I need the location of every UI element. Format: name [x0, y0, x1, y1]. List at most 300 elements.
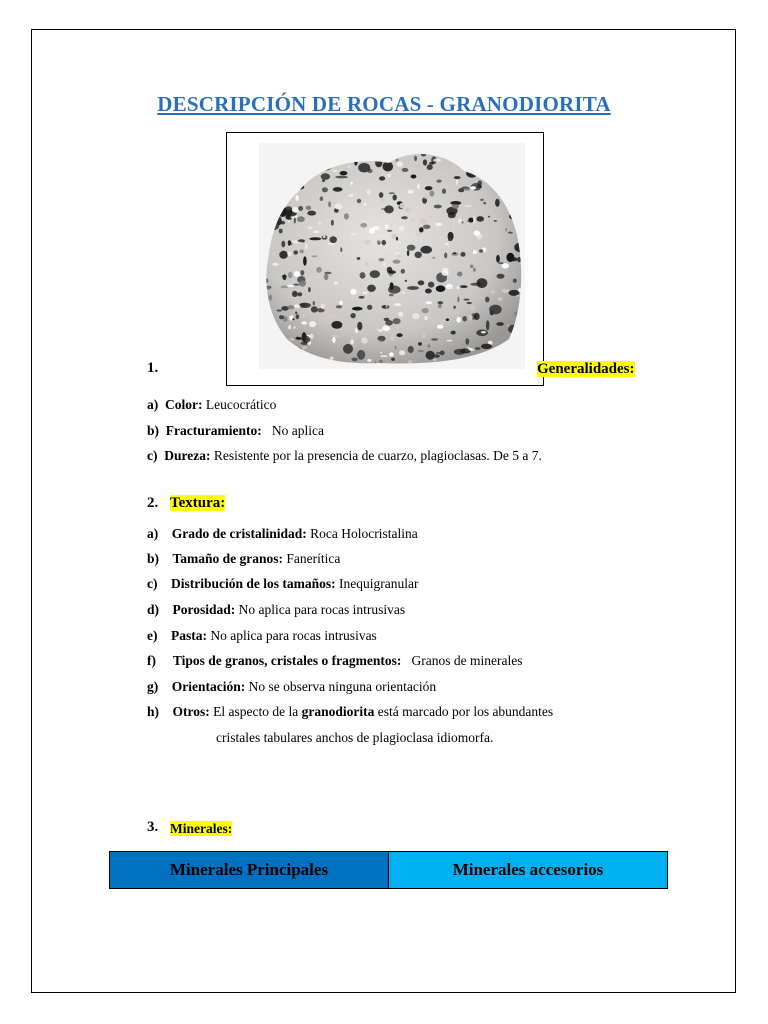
- rock-speckle: [297, 292, 302, 296]
- rock-speckle: [306, 206, 312, 210]
- rock-speckle: [382, 305, 390, 309]
- item-marker: b): [147, 551, 160, 566]
- rock-speckle: [429, 162, 434, 165]
- rock-speckle: [311, 306, 318, 312]
- rock-speckle: [399, 226, 404, 232]
- rock-speckle: [360, 272, 366, 279]
- rock-speckle: [402, 168, 409, 172]
- rock-speckle: [351, 182, 353, 185]
- item-label: Dureza:: [164, 448, 211, 463]
- rock-speckle: [316, 267, 321, 273]
- rock-speckle: [339, 301, 342, 305]
- item-value: No aplica para rocas intrusivas: [238, 602, 406, 617]
- granodiorite-rock-image: [259, 143, 525, 369]
- item-marker: c): [147, 576, 158, 591]
- rock-speckle: [456, 317, 461, 323]
- rock-speckle: [423, 159, 427, 165]
- rock-speckle: [446, 284, 453, 289]
- rock-speckle: [302, 332, 307, 342]
- rock-speckle: [384, 318, 390, 321]
- rock-speckle: [431, 338, 438, 340]
- rock-speckle: [355, 328, 358, 334]
- rock-speckle: [383, 162, 394, 172]
- rock-speckle: [398, 312, 403, 317]
- item-value: El aspecto de la: [213, 704, 299, 719]
- rock-speckle: [445, 243, 449, 246]
- section1-number: 1.: [147, 360, 159, 376]
- rock-speckle: [501, 289, 509, 293]
- rock-speckle: [479, 249, 483, 253]
- rock-speckle: [428, 282, 434, 288]
- rock-speckle: [308, 270, 313, 275]
- rock-speckle: [367, 305, 372, 310]
- rock-speckle: [397, 333, 403, 337]
- rock-speckle: [470, 305, 475, 311]
- rock-speckle: [389, 352, 394, 356]
- rock-speckle: [463, 316, 467, 321]
- item-marker: a): [147, 397, 159, 412]
- rock-speckle: [418, 350, 424, 353]
- rock-speckle: [405, 280, 407, 282]
- rock-speckle: [438, 301, 444, 304]
- section2-item-a: [147, 526, 418, 542]
- rock-speckle: [401, 216, 408, 219]
- rock-speckle: [473, 268, 476, 272]
- rock-speckle: [289, 229, 295, 233]
- item-label: Pasta:: [171, 628, 207, 643]
- rock-speckle: [496, 255, 500, 263]
- rock-speckle: [367, 359, 372, 362]
- rock-speckle: [294, 217, 296, 223]
- rock-speckle: [295, 337, 300, 340]
- section2-item-f: [147, 653, 522, 669]
- rock-speckle: [303, 256, 307, 266]
- rock-speckle: [333, 187, 343, 192]
- rock-speckle: [420, 219, 428, 225]
- rock-speckle: [407, 245, 416, 251]
- rock-speckle: [417, 184, 420, 189]
- rock-speckle: [294, 326, 296, 329]
- rock-speckle: [332, 337, 335, 343]
- rock-speckle: [335, 176, 348, 179]
- rock-speckle: [321, 173, 330, 180]
- item-value: Resistente por la presencia de cuarzo, plagioclasas. De 5 a 7.: [213, 448, 542, 463]
- rock-speckle: [470, 265, 473, 269]
- section1-heading: [537, 361, 635, 378]
- rock-speckle: [360, 223, 367, 228]
- rock-speckle: [290, 338, 294, 340]
- rock-speckle: [379, 176, 385, 180]
- rock-speckle: [497, 274, 505, 279]
- rock-speckle: [454, 176, 461, 179]
- rock-speckle: [359, 296, 365, 299]
- rock-speckle: [378, 329, 383, 332]
- rock-speckle: [440, 320, 443, 325]
- rock-speckle: [425, 289, 432, 294]
- rock-speckle: [394, 252, 400, 254]
- rock-speckle: [380, 355, 388, 357]
- item-value: Inequigranular: [339, 576, 419, 591]
- rock-speckle: [271, 252, 277, 256]
- minerals-accessory-header: Minerales accesorios: [389, 852, 667, 888]
- rock-speckle: [300, 303, 306, 306]
- section2-heading: [170, 495, 225, 512]
- rock-speckle: [299, 280, 306, 286]
- rock-speckle: [468, 218, 474, 223]
- rock-speckle: [296, 314, 300, 319]
- rock-speckle: [312, 255, 318, 257]
- rock-speckle: [379, 360, 383, 364]
- rock-speckle: [298, 206, 303, 211]
- item-value: está marcado por los abundantes: [377, 704, 554, 719]
- rock-speckle: [471, 186, 476, 189]
- rock-speckle: [383, 261, 386, 266]
- rock-speckle: [348, 166, 351, 168]
- rock-speckle: [367, 285, 376, 292]
- rock-speckle: [488, 216, 490, 218]
- rock-speckle: [486, 320, 489, 330]
- rock-speckle: [451, 331, 456, 335]
- rock-speckle: [310, 334, 314, 340]
- rock-speckle: [389, 192, 395, 194]
- rock-speckle: [473, 250, 478, 254]
- rock-speckle: [422, 308, 429, 313]
- rock-speckle: [420, 246, 432, 254]
- rock-speckle: [408, 182, 412, 187]
- rock-speckle: [426, 351, 435, 360]
- rock-speckle: [394, 303, 401, 306]
- rock-speckle: [272, 263, 279, 266]
- rock-speckle: [440, 351, 445, 356]
- rock-speckle: [358, 163, 370, 173]
- rock-speckle: [463, 299, 469, 301]
- rock-speckle: [313, 231, 319, 234]
- rock-speckle: [387, 230, 393, 232]
- rock-speckle: [418, 342, 422, 346]
- rock-speckle: [506, 253, 514, 262]
- rock-speckle: [400, 203, 405, 209]
- rock-speckle: [294, 271, 298, 277]
- rock-speckle: [418, 280, 425, 285]
- rock-speckle: [328, 201, 331, 207]
- rock-speckle: [490, 290, 495, 293]
- rock-speckle: [279, 315, 284, 319]
- rock-speckle: [391, 358, 395, 361]
- rock-speckle: [319, 209, 322, 211]
- rock-speckle: [362, 292, 368, 294]
- section2-item-b: [147, 551, 340, 567]
- rock-speckle: [378, 240, 382, 242]
- rock-speckle: [390, 335, 394, 341]
- rock-speckle: [446, 318, 449, 321]
- rock-speckle: [490, 311, 494, 316]
- rock-speckle: [309, 321, 316, 327]
- item-value-bold: granodiorita: [301, 704, 375, 719]
- item-label: Distribución de los tamaños:: [171, 576, 336, 591]
- item-value: No aplica: [271, 423, 324, 438]
- rock-speckle: [414, 156, 417, 162]
- rock-speckle: [318, 221, 321, 225]
- rock-speckle: [408, 346, 414, 353]
- rock-speckle: [399, 350, 405, 355]
- rock-speckle: [415, 252, 422, 259]
- rock-speckle: [481, 344, 492, 349]
- rock-speckle: [364, 203, 366, 206]
- rock-speckle: [395, 346, 397, 350]
- section1-heading-text: Generalidades:: [537, 361, 635, 377]
- rock-speckle: [330, 236, 337, 243]
- rock-speckle: [281, 241, 285, 248]
- rock-speckle: [396, 237, 398, 241]
- rock-speckle: [457, 297, 459, 303]
- rock-speckle: [498, 297, 502, 300]
- rock-speckle: [352, 358, 358, 362]
- rock-speckle: [432, 257, 436, 259]
- rock-speckle: [442, 189, 446, 194]
- rock-photo-frame: [226, 132, 544, 386]
- item-marker: c): [147, 448, 158, 463]
- rock-speckle: [309, 237, 321, 240]
- rock-speckle: [473, 217, 475, 223]
- item-value: No aplica para rocas intrusivas: [210, 628, 377, 643]
- rock-speckle: [457, 286, 459, 289]
- rock-speckle: [288, 221, 290, 223]
- rock-speckle: [340, 247, 342, 252]
- rock-speckle: [422, 333, 426, 339]
- rock-speckle: [334, 282, 339, 285]
- rock-speckle: [297, 216, 305, 222]
- rock-speckle: [292, 207, 297, 212]
- rock-speckle: [357, 322, 362, 331]
- rock-speckle: [469, 315, 473, 320]
- section3-heading: [170, 821, 232, 837]
- rock-speckle: [307, 211, 316, 216]
- item-marker: h): [147, 704, 160, 719]
- document-title: DESCRIPCIÓN DE ROCAS - GRANODIORITA: [157, 92, 611, 116]
- section1-item-c: [147, 448, 542, 464]
- item-marker: b): [147, 423, 160, 438]
- rock-speckle: [460, 252, 465, 257]
- rock-speckle: [287, 251, 292, 256]
- rock-speckle: [453, 252, 457, 254]
- section2-item-e: [147, 628, 377, 644]
- rock-speckle: [283, 274, 287, 280]
- rock-speckle: [284, 206, 293, 215]
- rock-speckle: [382, 240, 387, 245]
- rock-speckle: [458, 188, 464, 192]
- rock-speckle: [331, 220, 334, 226]
- rock-speckle: [466, 302, 472, 304]
- rock-speckle: [499, 262, 504, 264]
- rock-speckle: [287, 285, 295, 287]
- rock-speckle: [350, 289, 357, 295]
- rock-speckle: [508, 232, 513, 234]
- rock-speckle: [268, 295, 272, 301]
- rock-speckle: [279, 251, 288, 259]
- rock-speckle: [435, 223, 442, 227]
- section2-item-c: [147, 576, 418, 592]
- rock-speckle: [485, 297, 489, 303]
- item-marker: a): [147, 526, 159, 541]
- rock-speckle: [416, 233, 422, 235]
- rock-speckle: [333, 335, 339, 338]
- item-label: Tamaño de granos:: [172, 551, 284, 566]
- rock-speckle: [426, 301, 433, 304]
- item-label: Fracturamiento:: [165, 423, 262, 438]
- item-value: cristales tabulares anchos de plagioclasa idiomorfa.: [216, 730, 494, 745]
- rock-speckle: [298, 239, 305, 242]
- rock-speckle: [365, 320, 367, 323]
- rock-speckle: [302, 314, 305, 318]
- rock-speckle: [429, 216, 433, 218]
- rock-speckle: [513, 279, 517, 283]
- rock-speckle: [308, 287, 311, 292]
- rock-speckle: [467, 251, 472, 255]
- section1-item-b: [147, 423, 324, 439]
- rock-speckle: [365, 262, 368, 266]
- rock-speckle: [480, 199, 484, 201]
- item-label: Porosidad:: [172, 602, 236, 617]
- rock-speckle: [516, 295, 519, 297]
- item-value: Granos de minerales: [411, 653, 523, 668]
- section1-item-a: [147, 397, 276, 413]
- rock-speckle: [352, 307, 363, 311]
- rock-speckle: [437, 180, 442, 183]
- section2-heading-text: Textura:: [170, 495, 226, 511]
- item-marker: d): [147, 602, 160, 617]
- rock-speckle: [438, 304, 442, 308]
- rock-speckle: [301, 321, 307, 324]
- rock-speckle: [452, 204, 459, 208]
- rock-speckle: [279, 229, 283, 234]
- rock-speckle: [387, 174, 391, 178]
- rock-speckle: [440, 171, 445, 176]
- rock-speckle: [397, 255, 402, 257]
- rock-speckle: [475, 347, 481, 349]
- rock-speckle: [453, 306, 456, 309]
- rock-speckle: [423, 225, 431, 229]
- rock-speckle: [407, 286, 419, 290]
- rock-speckle: [389, 294, 394, 297]
- item-marker: e): [147, 628, 158, 643]
- item-label: Otros:: [172, 704, 210, 719]
- rock-speckle: [427, 164, 433, 170]
- rock-speckle: [381, 198, 385, 203]
- rock-speckle: [293, 250, 298, 254]
- rock-speckle: [477, 278, 488, 288]
- rock-speckle: [332, 170, 338, 173]
- rock-speckle: [505, 228, 507, 232]
- rock-speckle: [322, 187, 328, 192]
- rock-speckle: [401, 292, 405, 294]
- section2-item-g: [147, 679, 436, 695]
- rock-speckle: [330, 357, 334, 360]
- rock-speckle: [467, 220, 469, 222]
- item-label: Tipos de granos, cristales o fragmentos:: [172, 653, 402, 668]
- rock-speckle: [288, 240, 291, 246]
- rock-speckle: [288, 325, 291, 329]
- rock-speckle: [476, 216, 484, 222]
- rock-speckle: [295, 312, 297, 315]
- rock-speckle: [393, 318, 401, 324]
- rock-speckle: [340, 171, 348, 175]
- rock-speckle: [300, 250, 304, 254]
- rock-speckle: [324, 272, 331, 275]
- rock-speckle: [405, 207, 412, 213]
- item-label: Grado de cristalinidad:: [171, 526, 307, 541]
- item-value: Roca Holocristalina: [310, 526, 418, 541]
- rock-speckle: [425, 186, 433, 190]
- rock-speckle: [393, 260, 401, 264]
- rock-speckle: [424, 316, 427, 320]
- rock-speckle: [288, 305, 295, 309]
- rock-speckle: [331, 321, 342, 329]
- rock-speckle: [477, 185, 482, 188]
- rock-speckle: [494, 220, 497, 222]
- rock-speckle: [386, 303, 388, 308]
- rock-speckle: [357, 257, 361, 260]
- rock-speckle: [379, 192, 384, 198]
- rock-speckle: [305, 243, 307, 249]
- rock-speckle: [292, 291, 298, 297]
- rock-speckle: [313, 301, 315, 305]
- rock-speckle: [464, 205, 472, 207]
- rock-speckle: [427, 344, 430, 347]
- rock-speckle: [457, 272, 463, 277]
- rock-speckle: [474, 313, 480, 320]
- item-label: Color:: [165, 397, 203, 412]
- item-label: Orientación:: [171, 679, 246, 694]
- rock-speckle: [301, 347, 307, 349]
- section2-item-d: [147, 602, 405, 618]
- item-value: Fanerítica: [286, 551, 341, 566]
- rock-speckle: [348, 194, 353, 197]
- section3-number: 3.: [147, 819, 159, 835]
- rock-speckle: [321, 304, 325, 310]
- rock-speckle: [380, 352, 382, 354]
- rock-speckle: [481, 331, 486, 333]
- rock-speckle: [401, 269, 405, 274]
- rock-speckle: [465, 338, 469, 344]
- rock-speckle: [293, 284, 300, 286]
- rock-speckle: [496, 322, 504, 326]
- rock-speckle: [458, 218, 462, 223]
- minerals-table: [109, 851, 668, 889]
- rock-speckle: [412, 313, 419, 319]
- section2-item-h-continued: [216, 730, 493, 746]
- rock-speckle: [364, 239, 371, 245]
- rock-speckle: [433, 359, 436, 362]
- rock-speckle: [495, 199, 500, 207]
- rock-speckle: [295, 195, 299, 201]
- rock-speckle: [384, 205, 394, 213]
- rock-speckle: [344, 213, 349, 219]
- rock-speckle: [336, 305, 342, 308]
- rock-speckle: [335, 204, 343, 210]
- rock-speckle: [395, 324, 402, 329]
- rock-speckle: [433, 159, 441, 162]
- rock-speckle: [448, 238, 452, 241]
- rock-speckle: [419, 227, 424, 232]
- rock-speckle: [378, 336, 386, 342]
- section3-heading-text: Minerales:: [170, 821, 233, 836]
- rock-speckle: [378, 258, 384, 261]
- item-marker: g): [147, 679, 159, 694]
- rock-speckle: [434, 205, 442, 209]
- rock-speckle: [411, 175, 417, 179]
- rock-speckle: [397, 162, 403, 167]
- item-value: Leucocrático: [205, 397, 277, 412]
